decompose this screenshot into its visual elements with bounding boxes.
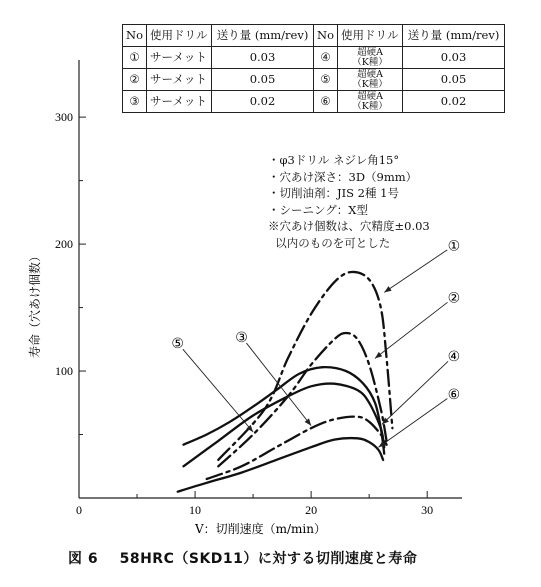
header-drill: 使用ドリル [338,25,403,47]
legend-header-row [123,25,505,47]
header-feed: 送り量 (mm/rev) [212,25,314,47]
note-line: ・φ3ドリル ネジレ角15° [268,153,400,167]
leader-arrowhead [375,352,382,358]
y-axis-label: 寿命（穴あけ個数） [28,249,42,359]
drill-name: 超硬A [357,69,383,80]
legend-row [123,91,505,113]
x-tick-label: 10 [189,503,202,517]
row-drill [338,47,403,69]
header-feed: 送り量 (mm/rev) [403,25,505,47]
series-line-2 [218,333,386,466]
series-label: ② [447,290,461,307]
y-tick-label: 100 [55,364,73,379]
leader-arrowhead [384,286,391,292]
legend-table [122,24,505,113]
header-drill: 使用ドリル [147,25,212,47]
x-axis-label: V：切削速度（m/min） [194,522,327,536]
row-no: ④ [314,47,338,69]
drill-grade: （K種） [352,56,388,68]
note-line: ※穴あけ個数は、穴精度±0.03 [268,219,430,233]
row-drill: サーメット [147,47,212,69]
y-tick-label: 200 [55,237,73,252]
note-line: ・穴あけ深さ：3D（9mm） [268,169,418,184]
row-drill: サーメット [147,91,212,113]
conditions-notes [268,152,430,251]
leader-line [183,349,253,432]
leader-line [378,399,447,448]
leader-arrowhead [305,418,312,425]
series-line-5 [184,367,385,453]
series-group [178,272,393,492]
legend-row [123,47,505,69]
series-label: ③ [235,329,248,346]
series-label: ① [447,238,461,255]
drill-grade: （K種） [352,78,388,90]
row-no: ② [123,69,147,91]
row-feed: 0.02 [403,91,505,113]
row-feed: 0.05 [403,69,505,91]
drill-name: 超硬A [357,47,383,58]
header-no: No [314,25,338,47]
figure-caption: 図 6 58HRC（SKD11）に対する切削速度と寿命 [68,551,418,567]
series-line-4 [207,417,387,479]
series-line-3 [184,384,385,467]
series-label: ⑥ [447,386,461,403]
leader-line [384,250,447,293]
leader-line [382,361,448,424]
legend-row [123,69,505,91]
x-tick-label: 0 [76,503,82,517]
series-label: ⑤ [171,336,184,353]
row-no: ① [123,47,147,69]
row-drill: サーメット [147,69,212,91]
y-tick-label: 300 [55,110,73,125]
series-label: ④ [447,348,461,365]
row-feed: 0.02 [212,91,314,113]
row-feed: 0.03 [403,47,505,69]
drill-name: 超硬A [357,91,383,102]
drill-grade: （K種） [352,100,388,112]
row-drill [338,69,403,91]
leader-line [375,302,448,358]
row-no: ⑥ [314,91,338,113]
label-leaders [171,238,460,447]
note-line: ・切削油剤：JIS 2種 1号 [268,186,399,200]
row-no: ③ [123,91,147,113]
row-no: ⑤ [314,69,338,91]
row-feed: 0.05 [212,69,314,91]
x-tick-label: 30 [421,503,434,517]
note-line: ・シーニング：X型 [268,202,368,217]
row-drill [338,91,403,113]
x-tick-label: 20 [305,503,318,517]
note-line: 以内のものを可とした [268,235,391,250]
header-no: No [123,25,147,47]
row-feed: 0.03 [212,47,314,69]
